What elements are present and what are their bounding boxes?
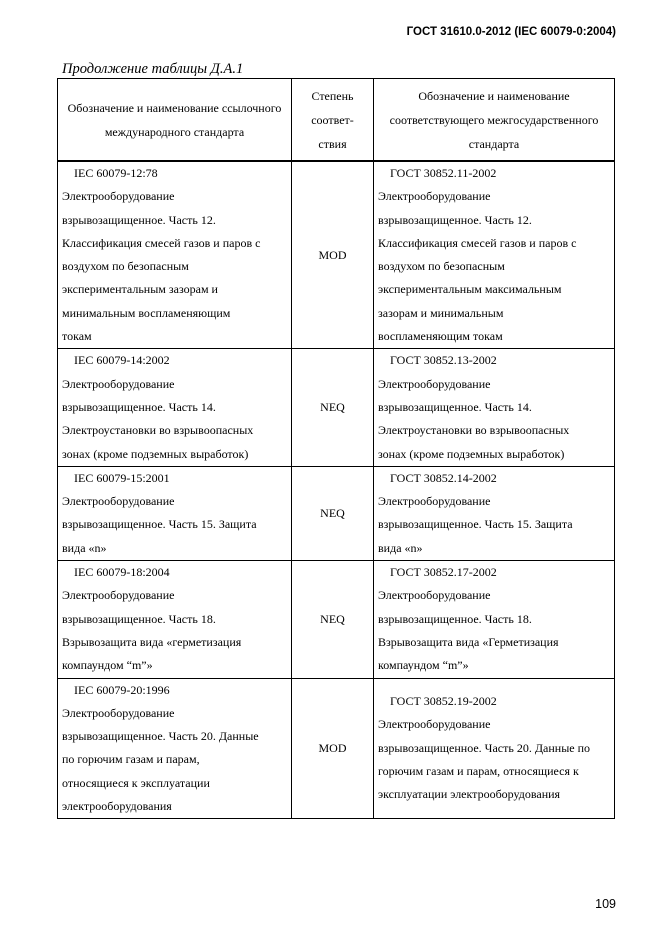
gost-title-line: горючим газам и парам, относящиеся к bbox=[378, 764, 579, 779]
degree-cell: NEQ bbox=[292, 466, 374, 560]
standard-title-line: взрывозащищенное. Часть 20. Данные bbox=[62, 729, 259, 744]
gost-standard-cell bbox=[374, 466, 615, 560]
gost-title-line: Классификация смесей газов и паров с bbox=[378, 235, 577, 250]
international-standard-cell bbox=[58, 466, 292, 560]
gost-title-line: Электрооборудование bbox=[378, 189, 491, 204]
col-header-degree: Степень соответ-ствия bbox=[292, 79, 374, 162]
standard-title-line: токам bbox=[62, 329, 92, 344]
international-standard-cell bbox=[58, 349, 292, 466]
standard-title-line: Электрооборудование bbox=[62, 588, 175, 603]
standard-title-line: взрывозащищенное. Часть 18. bbox=[62, 611, 216, 626]
gost-title-line: эксплуатации электрооборудования bbox=[378, 787, 561, 802]
standard-title-line: Электроустановки во взрывоопасных bbox=[62, 423, 254, 438]
gost-title-line: Электрооборудование bbox=[378, 717, 491, 732]
standard-title-line: взрывозащищенное. Часть 14. bbox=[62, 399, 216, 414]
page-number: 109 bbox=[595, 897, 616, 911]
gost-title-line: взрывозащищенное. Часть 12. bbox=[378, 212, 532, 227]
gost-title-line: компаундом “m”» bbox=[378, 658, 469, 673]
gost-title-line: взрывозащищенное. Часть 18. bbox=[378, 611, 532, 626]
gost-title-line: Электроустановки во взрывоопасных bbox=[378, 423, 570, 438]
gost-title-line: воспламеняющим токам bbox=[378, 329, 503, 344]
gost-title-line: Электрооборудование bbox=[378, 588, 491, 603]
degree-cell: NEQ bbox=[292, 349, 374, 466]
standard-title-line: зонах (кроме подземных выработок) bbox=[62, 446, 249, 461]
gost-title-line: вида «n» bbox=[378, 540, 423, 555]
standard-title-line: вида «n» bbox=[62, 540, 107, 555]
standard-title-line: Электрооборудование bbox=[62, 376, 175, 391]
col-header-international: Обозначение и наименование ссылочного международного стандарта bbox=[58, 79, 292, 162]
international-standard-cell bbox=[58, 561, 292, 678]
standard-title-line: взрывозащищенное. Часть 15. Защита bbox=[62, 517, 257, 532]
table-row bbox=[58, 349, 615, 466]
gost-title-line: взрывозащищенное. Часть 14. bbox=[378, 399, 532, 414]
standard-title-line: минимальным воспламеняющим bbox=[62, 305, 231, 320]
standard-title-line: по горючим газам и парам, bbox=[62, 752, 200, 767]
table-row bbox=[58, 678, 615, 819]
standard-title-line: компаундом “m”» bbox=[62, 658, 153, 673]
standard-title-line: Классификация смесей газов и паров с bbox=[62, 235, 261, 250]
standard-code: IEC 60079-14:2002 bbox=[74, 353, 170, 368]
gost-title-line: зазорам и минимальным bbox=[378, 305, 504, 320]
gost-code: ГОСТ 30852.14-2002 bbox=[390, 470, 497, 485]
gost-code: ГОСТ 30852.11-2002 bbox=[390, 166, 497, 180]
standard-code: IEC 60079-15:2001 bbox=[74, 470, 170, 485]
gost-title-line: Электрооборудование bbox=[378, 494, 491, 509]
gost-title-line: Электрооборудование bbox=[378, 376, 491, 391]
gost-code: ГОСТ 30852.19-2002 bbox=[390, 694, 497, 709]
gost-standard-cell bbox=[374, 678, 615, 819]
gost-title-line: воздухом по безопасным bbox=[378, 259, 505, 274]
table-row bbox=[58, 561, 615, 678]
gost-standard-cell bbox=[374, 349, 615, 466]
standard-code: IEC 60079-12:78 bbox=[74, 166, 158, 180]
table-row bbox=[58, 466, 615, 560]
gost-standard-cell bbox=[374, 561, 615, 678]
gost-title-line: взрывозащищенное. Часть 20. Данные по bbox=[378, 740, 590, 755]
standard-title-line: Электрооборудование bbox=[62, 705, 175, 720]
standards-table bbox=[57, 78, 615, 819]
standard-title-line: воздухом по безопасным bbox=[62, 259, 189, 274]
standard-title-line: Электрооборудование bbox=[62, 494, 175, 509]
standard-title-line: экспериментальным зазорам и bbox=[62, 282, 218, 297]
degree-cell: MOD bbox=[292, 678, 374, 819]
gost-code: ГОСТ 30852.17-2002 bbox=[390, 565, 497, 580]
standard-code: IEC 60079-18:2004 bbox=[74, 565, 170, 580]
international-standard-cell bbox=[58, 678, 292, 819]
gost-code: ГОСТ 30852.13-2002 bbox=[390, 353, 497, 368]
gost-title-line: взрывозащищенное. Часть 15. Защита bbox=[378, 517, 573, 532]
degree-cell: MOD bbox=[292, 161, 374, 349]
gost-title-line: Взрывозащита вида «Герметизация bbox=[378, 634, 559, 649]
document-header: ГОСТ 31610.0-2012 (IEC 60079-0:2004) bbox=[406, 26, 616, 38]
gost-title-line: зонах (кроме подземных выработок) bbox=[378, 446, 565, 461]
standard-title-line: взрывозащищенное. Часть 12. bbox=[62, 212, 216, 227]
standard-title-line: относящиеся к эксплуатации bbox=[62, 775, 210, 790]
standard-title-line: Взрывозащита вида «герметизация bbox=[62, 634, 242, 649]
standard-title-line: электрооборудования bbox=[62, 799, 172, 814]
table-header-row bbox=[58, 79, 615, 162]
degree-cell: NEQ bbox=[292, 561, 374, 678]
table-caption: Продолжение таблицы Д.А.1 bbox=[62, 61, 244, 77]
table-row bbox=[58, 161, 615, 349]
standard-title-line: Электрооборудование bbox=[62, 189, 175, 204]
col-header-gost: Обозначение и наименование соответствующего межгосударственного стандарта bbox=[374, 79, 615, 162]
standard-code: IEC 60079-20:1996 bbox=[74, 682, 170, 697]
gost-title-line: экспериментальным максимальным bbox=[378, 282, 562, 297]
international-standard-cell bbox=[58, 161, 292, 349]
gost-standard-cell bbox=[374, 161, 615, 349]
